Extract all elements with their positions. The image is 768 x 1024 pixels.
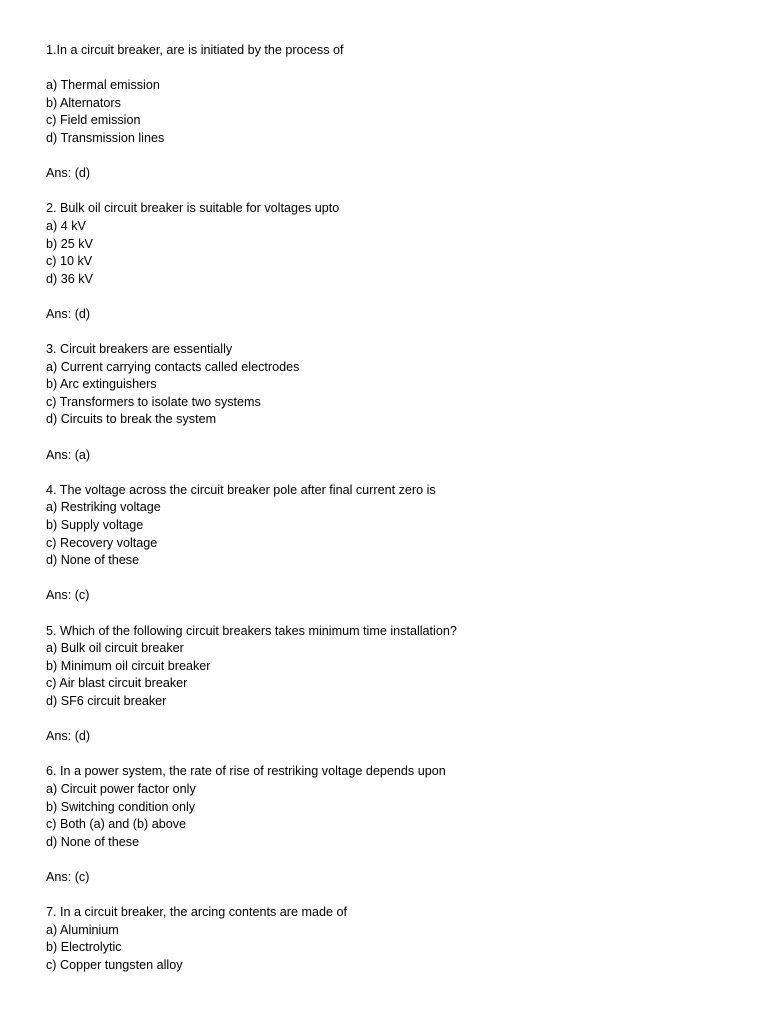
option-c: c) Field emission: [46, 113, 141, 128]
option-b: b) Switching condition only: [46, 799, 196, 814]
option-d: d) 36 kV: [46, 271, 93, 286]
option-c: c) Transformers to isolate two systems: [46, 394, 261, 409]
option-a: a) 4 kV: [46, 218, 86, 233]
option-b: b) Alternators: [46, 95, 121, 110]
option-a: a) Restriking voltage: [46, 500, 161, 515]
question-block-4: [46, 482, 746, 623]
option-a: a) Thermal emission: [46, 78, 160, 93]
question-text: 4. The voltage across the circuit breaker pole after final current zero is: [46, 482, 436, 497]
option-c: c) Copper tungsten alloy: [46, 957, 183, 972]
question-text: 3. Circuit breakers are essentially: [46, 342, 233, 357]
option-d: d) None of these: [46, 834, 140, 849]
option-c: c) Recovery voltage: [46, 535, 158, 550]
question-block-1: [46, 42, 746, 200]
option-d: d) SF6 circuit breaker: [46, 693, 167, 708]
question-text: 6. In a power system, the rate of rise of restriking voltage depends upon: [46, 764, 446, 779]
option-b: b) Arc extinguishers: [46, 377, 157, 392]
answer-text: Ans: (c): [46, 869, 90, 884]
question-text: 7. In a circuit breaker, the arcing contents are made of: [46, 905, 348, 920]
option-c: c) Air blast circuit breaker: [46, 676, 188, 691]
option-c: c) 10 kV: [46, 254, 93, 269]
option-a: a) Current carrying contacts called electrodes: [46, 359, 300, 374]
question-text: 5. Which of the following circuit breakers takes minimum time installation?: [46, 623, 457, 638]
question-block-3: [46, 341, 746, 482]
option-a: a) Bulk oil circuit breaker: [46, 641, 184, 656]
option-b: b) Supply voltage: [46, 518, 144, 533]
document-page: [46, 42, 746, 974]
option-a: a) Circuit power factor only: [46, 781, 196, 796]
option-d: d) Transmission lines: [46, 130, 165, 145]
option-b: b) Electrolytic: [46, 940, 122, 955]
answer-text: Ans: (d): [46, 306, 91, 321]
option-b: b) 25 kV: [46, 236, 93, 251]
answer-text: Ans: (d): [46, 729, 91, 744]
option-d: d) Circuits to break the system: [46, 412, 217, 427]
option-b: b) Minimum oil circuit breaker: [46, 658, 211, 673]
option-a: a) Aluminium: [46, 922, 119, 937]
option-c: c) Both (a) and (b) above: [46, 817, 187, 832]
question-block-2: [46, 200, 746, 341]
question-text: 2. Bulk oil circuit breaker is suitable for voltages upto: [46, 201, 340, 216]
answer-text: Ans: (c): [46, 588, 90, 603]
option-d: d) None of these: [46, 553, 140, 568]
question-block-6: [46, 763, 746, 904]
question-block-5: [46, 623, 746, 764]
answer-text: Ans: (a): [46, 447, 91, 462]
answer-text: Ans: (d): [46, 166, 91, 181]
question-text: 1.In a circuit breaker, are is initiated by the process of: [46, 43, 344, 57]
question-block-7: [46, 904, 746, 974]
